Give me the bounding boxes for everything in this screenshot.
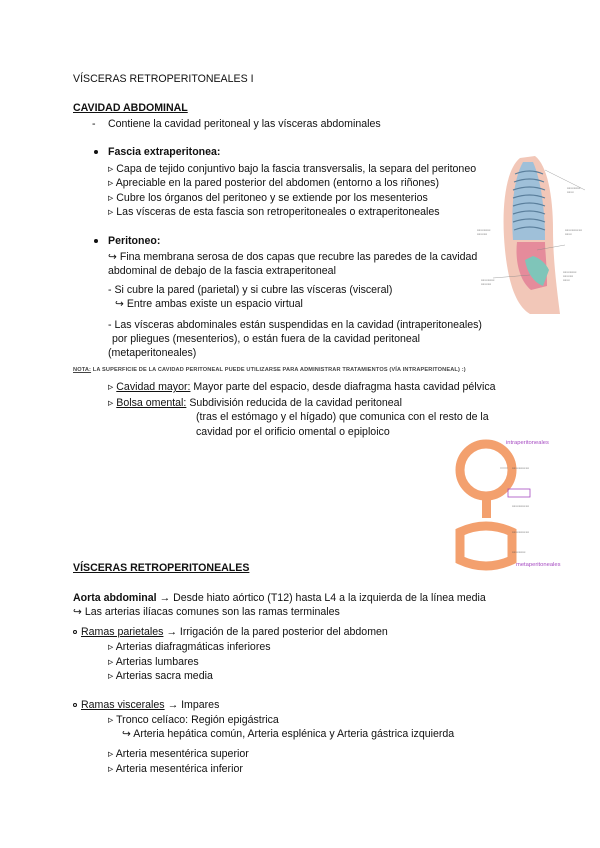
triangle-icon: ▹ (108, 206, 114, 218)
peritoneo-line: - Las vísceras abdominales están suspendidas en la cavidad (intraperitoneales) (108, 319, 482, 331)
list-item: ▹ Capa de tejido conjuntivo bajo la fascia transversalis, la separa del peritoneo (108, 163, 477, 175)
figure-label: ▭▭▭▭ ▭▭▭ (481, 278, 495, 286)
hook-arrow-icon: ↪ (73, 606, 82, 618)
circle-bullet-icon (73, 630, 77, 634)
triangle-icon: ▹ (108, 714, 114, 726)
peritoneal-diagram (450, 432, 600, 574)
peritoneo-line: - Si cubre la pared (parietal) y si cubre las vísceras (visceral) (108, 284, 393, 296)
peritoneo-title: Peritoneo: (108, 235, 161, 247)
figure-label: ▭▭▭▭ (512, 550, 526, 554)
section-heading-cavidad: CAVIDAD ABDOMINAL (73, 102, 188, 114)
figure-label: ▭▭▭▭▭ ▭▭ (565, 228, 582, 236)
fascia-title: Fascia extraperitonea: (108, 146, 221, 158)
bullet-icon (94, 150, 98, 154)
triangle-icon: ▹ (108, 397, 114, 409)
figure-label: ▭▭▭▭ ▭▭▭ (477, 228, 491, 236)
figure-label: ▭▭▭▭ ▭▭ (567, 186, 581, 194)
ramas-parietales: Ramas parietales → Irrigación de la pared posterior del abdomen (81, 626, 388, 638)
list-item: ▹ Las vísceras de esta fascia son retroperitoneales o extraperitoneales (108, 206, 440, 218)
list-item: ▹ Apreciable en la pared posterior del abdomen (entorno a los riñones) (108, 177, 439, 189)
triangle-icon: ▹ (108, 177, 114, 189)
dash-marker: - (92, 118, 96, 130)
page-title: VÍSCERAS RETROPERITONEALES I (73, 73, 254, 85)
peritoneo-line: abdominal de debajo de la fascia extraperitoneal (108, 265, 336, 277)
peritoneo-line: ↪ Entre ambas existe un espacio virtual (115, 298, 303, 310)
triangle-icon: ▹ (108, 670, 114, 682)
peritoneo-line: (metaperitoneales) (108, 347, 197, 359)
bolsa-line: (tras el estómago y el hígado) que comunica con el resto de la (196, 411, 489, 423)
figure-label: ▭▭▭▭ ▭▭▭ ▭▭ (563, 270, 577, 282)
peritoneo-line: por pliegues (mesenterios), o están fuera de la cavidad peritoneal (112, 333, 420, 345)
list-item: ▹ Arteria mesentérica superior (108, 748, 249, 760)
circle-bullet-icon (73, 703, 77, 707)
figure-label: ▭▭▭▭▭ (512, 466, 529, 470)
nota: NOTA: LA SUPERFICIE DE LA CAVIDAD PERITONEAL PUEDE UTILIZARSE PARA ADMINISTRAR TRATAMIENTOS (VÍA INTRAPERITONEAL) :) (73, 367, 466, 373)
triangle-icon: ▹ (108, 656, 114, 668)
list-item: ↪ Arteria hepática común, Arteria esplénica y Arteria gástrica izquierda (122, 728, 455, 740)
hook-arrow-icon: ↪ (108, 251, 117, 263)
hook-arrow-icon: ↪ (115, 298, 124, 310)
intraperitoneal-label: intraperitoneales (506, 440, 549, 446)
triangle-icon: ▹ (108, 163, 114, 175)
bolsa-omental: ▹ Bolsa omental: Subdivisión reducida de la cavidad peritoneal (108, 397, 402, 409)
hook-arrow-icon: ↪ (122, 728, 131, 740)
figure-label: ▭▭▭▭▭ (512, 530, 529, 534)
section-heading-retroperitoneales: VÍSCERAS RETROPERITONEALES (73, 562, 250, 574)
nota-label: NOTA: (73, 367, 92, 373)
peritoneo-line: ↪ Fina membrana serosa de dos capas que recubre las paredes de la cavidad (108, 251, 478, 263)
triangle-icon: ▹ (108, 748, 114, 760)
abdomen-illustration (475, 150, 600, 318)
aorta-line: Aorta abdominal → Desde hiato aórtico (T12) hasta L4 a la izquierda de la línea media (73, 592, 486, 604)
intro-text: Contiene la cavidad peritoneal y las vísceras abdominales (108, 118, 381, 130)
metaperitoneal-label: metaperitoneales (516, 562, 561, 568)
list-item: ▹ Arteria mesentérica inferior (108, 763, 243, 775)
iliacas-line: ↪ Las arterias ilíacas comunes son las ramas terminales (73, 606, 340, 618)
triangle-icon: ▹ (108, 192, 114, 204)
figure-label: ▭▭▭▭▭ (512, 504, 529, 508)
triangle-icon: ▹ (108, 763, 114, 775)
bolsa-line: cavidad por el orificio omental o epiploico (196, 426, 390, 438)
list-item: ▹ Arterias diafragmáticas inferiores (108, 641, 271, 653)
triangle-icon: ▹ (108, 641, 114, 653)
triangle-icon: ▹ (108, 381, 114, 393)
list-item: ▹ Arterias sacra media (108, 670, 213, 682)
list-item: ▹ Arterias lumbares (108, 656, 199, 668)
bullet-icon (94, 239, 98, 243)
list-item: ▹ Cubre los órganos del peritoneo y se extiende por los mesenterios (108, 192, 428, 204)
list-item: ▹ Tronco celíaco: Región epigástrica (108, 714, 279, 726)
ramas-viscerales: Ramas viscerales → Impares (81, 699, 220, 711)
cavidad-mayor: ▹ Cavidad mayor: Mayor parte del espacio, desde diafragma hasta cavidad pélvica (108, 381, 496, 393)
